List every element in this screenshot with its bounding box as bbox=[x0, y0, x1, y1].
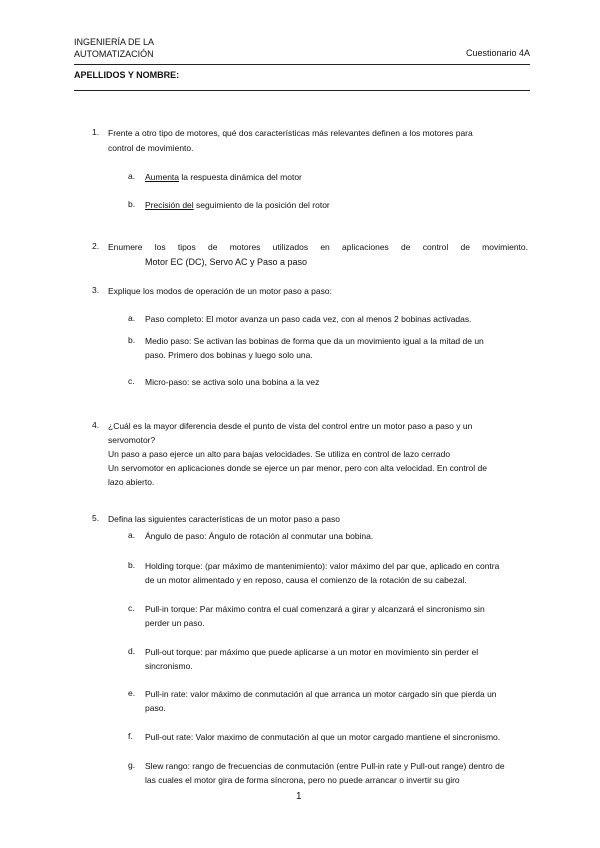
q5-c-letter: c. bbox=[128, 603, 135, 613]
q1-a-letter: a. bbox=[128, 171, 136, 181]
q3-text: Explique los modos de operación de un motor paso a paso: bbox=[108, 286, 332, 296]
q5-e-text-2: paso. bbox=[145, 703, 166, 713]
q1-text-2: control de movimiento. bbox=[108, 143, 194, 153]
q2-text: Enumere los tipos de motores utilizados en aplicaciones de control de movimiento. bbox=[108, 242, 528, 252]
q4-text-1: ¿Cuál es la mayor diferencia desde el punto de vista del control entre un motor paso a paso y un bbox=[108, 421, 473, 431]
name-label: APELLIDOS Y NOMBRE: bbox=[74, 70, 180, 80]
q5-e-letter: e. bbox=[128, 688, 136, 698]
q5-b-text-2: de un motor alimentado y en reposo, causa el comienzo de la rotación de su cabezal. bbox=[145, 575, 467, 585]
q5-c-text-2: perder un paso. bbox=[145, 618, 205, 628]
q3-a-letter: a. bbox=[128, 313, 136, 323]
q5-e-text-1: Pull-in rate: valor máximo de conmutación al que arranca un motor cargado sin que pierda un bbox=[145, 689, 497, 699]
q5-a-text: Ángulo de paso: Ángulo de rotación al conmutar una bobina. bbox=[145, 531, 374, 541]
q1-b-underline: Precisión del bbox=[145, 200, 194, 210]
q1-b-rest: seguimiento de la posición del rotor bbox=[193, 200, 330, 210]
q3-b-text-1: Medio paso: Se activan las bobinas de forma que da un movimiento igual a la mitad de un bbox=[145, 336, 484, 346]
q3-b-letter: b. bbox=[128, 335, 136, 345]
q5-f-text: Pull-out rate: Valor maximo de conmutación al que un motor cargado mantiene el sincronismo. bbox=[145, 732, 501, 742]
q5-g-text-2: las cuales el motor gira de forma síncrona, pero no puede arrancar o invertir su giro bbox=[145, 775, 460, 785]
q3-b-text-2: paso. Primero dos bobinas y luego solo una. bbox=[145, 350, 313, 360]
q2-answer: Motor EC (DC), Servo AC y Paso a paso bbox=[145, 257, 308, 267]
q3-c-letter: c. bbox=[128, 376, 135, 386]
name-rule bbox=[74, 90, 530, 91]
q5-d-text-1: Pull-out torque: par máximo que puede aplicarse a un motor en movimiento sin perder el bbox=[145, 647, 479, 657]
q5-number: 5. bbox=[92, 513, 100, 523]
q5-text: Defina las siguientes características de un motor paso a paso bbox=[108, 514, 340, 524]
q1-text-1: Frente a otro tipo de motores, qué dos características más relevantes definen a los motores para bbox=[108, 128, 473, 138]
q5-d-letter: d. bbox=[128, 646, 136, 656]
q1-number: 1. bbox=[92, 127, 100, 137]
header-line-2: AUTOMATIZACIÓN bbox=[74, 49, 154, 59]
page-number: 1 bbox=[296, 791, 302, 802]
q5-d-text-2: sincronismo. bbox=[145, 661, 193, 671]
q4-answer-3: lazo abierto. bbox=[108, 477, 155, 487]
q1-a-underline: Aumenta bbox=[145, 172, 180, 182]
q5-f-letter: f. bbox=[128, 731, 133, 741]
q1-a-rest: la respuesta dinámica del motor bbox=[179, 172, 302, 182]
q1-b-text bbox=[145, 199, 330, 212]
q1-b-letter: b. bbox=[128, 199, 136, 209]
q5-b-text-1: Holding torque: (par máximo de mantenimiento): valor máximo del par que, aplicado en contra bbox=[145, 561, 500, 571]
q3-a-text: Paso completo: El motor avanza un paso cada vez, con al menos 2 bobinas activadas. bbox=[145, 314, 472, 324]
header-rule bbox=[74, 64, 530, 65]
header-left bbox=[74, 36, 154, 60]
q5-c-text-1: Pull-in torque: Par máximo contra el cual comenzará a girar y alcanzará el sincronismo sin bbox=[145, 604, 485, 614]
q1-a-text bbox=[145, 171, 302, 184]
q5-g-letter: g. bbox=[128, 760, 136, 770]
q4-answer-1: Un paso a paso ejerce un alto para bajas velocidades. Se utiliza en control de lazo cerrado bbox=[108, 449, 451, 459]
q3-number: 3. bbox=[92, 285, 100, 295]
header-line-1: INGENIERÍA DE LA bbox=[74, 37, 155, 47]
q3-c-text: Micro-paso: se activa solo una bobina a la vez bbox=[145, 377, 320, 387]
q5-a-letter: a. bbox=[128, 530, 136, 540]
q4-text-2: servomotor? bbox=[108, 435, 156, 445]
q5-g-text-1: Slew rango: rango de frecuencias de conmutación (entre Pull-in rate y Pull-out range) dentro de bbox=[145, 761, 505, 771]
q5-b-letter: b. bbox=[128, 560, 136, 570]
q4-number: 4. bbox=[92, 420, 100, 430]
q2-number: 2. bbox=[92, 241, 100, 251]
header-right: Cuestionario 4A bbox=[465, 48, 530, 58]
q4-answer-2: Un servomotor en aplicaciones donde se ejerce un par menor, pero con alta velocidad. En control de bbox=[108, 463, 487, 473]
